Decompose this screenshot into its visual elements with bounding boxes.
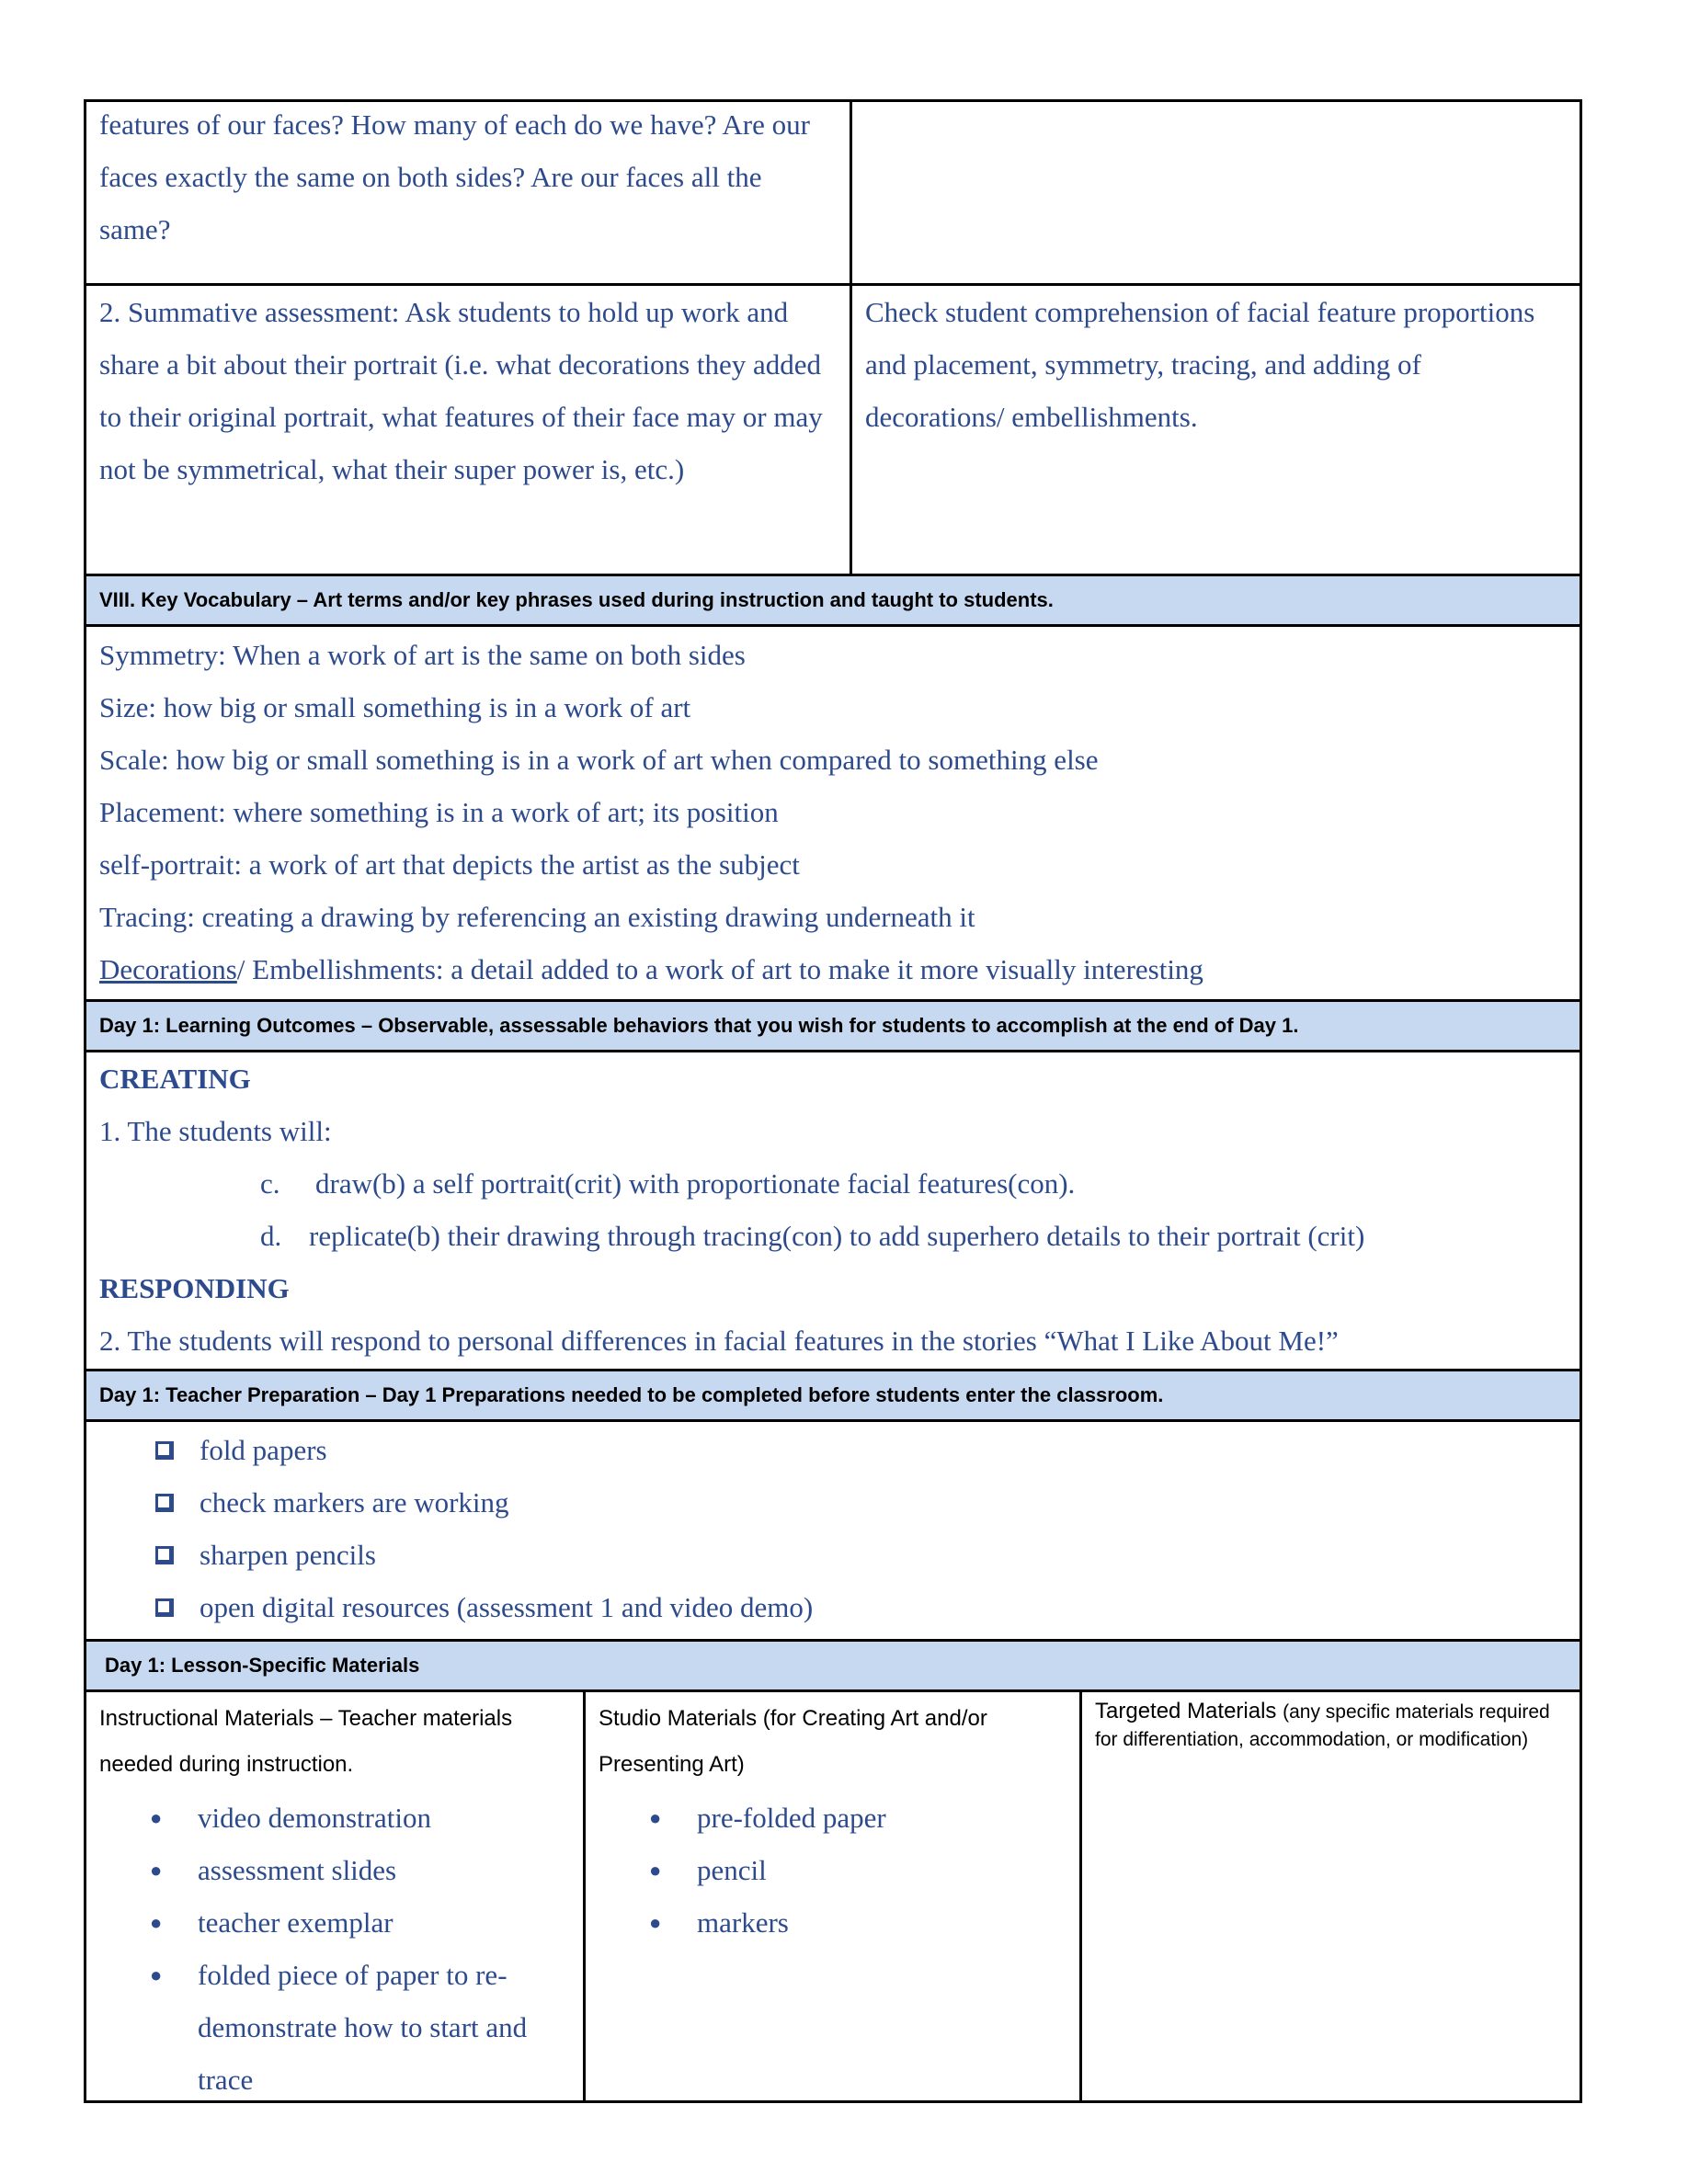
- title-line: Presenting Art): [599, 1752, 745, 1777]
- assessment-row-1: [86, 102, 1580, 286]
- checklist-item: [155, 1424, 1567, 1476]
- vocab-definition: / Embellishments: a detail added to a work of art to make it more visually interesting: [236, 953, 1203, 985]
- vocab-item: Placement: where something is in a work of art; its position: [99, 796, 779, 828]
- materials-header: Day 1: Lesson-Specific Materials: [86, 1642, 1580, 1689]
- creating-intro: 1. The students will:: [99, 1115, 332, 1147]
- outcome-letter: c.: [260, 1167, 280, 1200]
- outcome-item-c: [99, 1157, 1567, 1210]
- vocab-item: Scale: how big or small something is in a work of art when compared to something else: [99, 744, 1099, 776]
- materials-header-row: [86, 1642, 1580, 1692]
- studio-materials-column: [583, 1692, 1079, 2100]
- studio-materials-title: [599, 1692, 1066, 1788]
- summative-assessment-text: 2. Summative assessment: Ask students to hold up work and share a bit about their portrait (i.e. what decorations they added to their original portrait, what features of their face may or may not be symmetrical, what their super power is, etc.): [99, 296, 823, 485]
- assessment-row-1-right: [850, 102, 1580, 283]
- preparation-header-row: [86, 1371, 1580, 1422]
- vocab-item: Symmetry: When a work of art is the same on both sides: [99, 639, 746, 671]
- targeted-materials-title: [1095, 1692, 1567, 1753]
- outcome-text: draw(b) a self portrait(crit) with proportionate facial features(con).: [315, 1167, 1076, 1200]
- checklist-item-text: check markers are working: [200, 1486, 509, 1519]
- targeted-materials-column: [1079, 1692, 1580, 2100]
- checkbox-icon: [155, 1494, 174, 1512]
- outcomes-header-row: [86, 1002, 1580, 1052]
- outcome-item-d: [99, 1210, 1567, 1262]
- assessment-criteria-text: Check student comprehension of facial feature proportions and placement, symmetry, tracing, and adding of decorations/ embellishments.: [850, 286, 1580, 574]
- instructional-materials-column: [86, 1692, 583, 2100]
- vocabulary-header: VIII. Key Vocabulary – Art terms and/or key phrases used during instruction and taught to students.: [86, 576, 1580, 624]
- lesson-plan-document: [84, 99, 1582, 2103]
- preparation-checklist: [86, 1422, 1580, 1639]
- checkbox-icon: [155, 1441, 174, 1460]
- responding-heading: RESPONDING: [99, 1272, 290, 1304]
- responding-text: 2. The students will respond to personal differences in facial features in the stories “What I Like About Me!”: [99, 1325, 1339, 1357]
- outcomes-content-row: [86, 1052, 1580, 1371]
- targeted-title: Targeted Materials: [1095, 1699, 1277, 1723]
- list-item: ● folded piece of paper to re-demonstrate how to start and trace: [150, 1949, 570, 2106]
- vocab-item: Tracing: creating a drawing by referencing an existing drawing underneath it: [99, 901, 975, 933]
- list-item: ● pre-folded paper: [649, 1792, 1066, 1844]
- list-item: ● assessment slides: [150, 1844, 570, 1896]
- list-item: ● video demonstration: [150, 1792, 570, 1844]
- assessment-row-2: [86, 286, 1580, 576]
- vocab-item: Size: how big or small something is in a work of art: [99, 691, 691, 723]
- outcomes-content: [86, 1052, 1580, 1369]
- checklist-item-text: open digital resources (assessment 1 and video demo): [200, 1591, 814, 1623]
- preparation-header: Day 1: Teacher Preparation – Day 1 Preparations needed to be completed before students enter the classroom.: [86, 1371, 1580, 1419]
- outcome-text: replicate(b) their drawing through tracing(con) to add superhero details to their portrait (crit): [309, 1220, 1365, 1252]
- preparation-list-row: [86, 1422, 1580, 1642]
- title-line: needed during instruction.: [99, 1752, 354, 1777]
- vocabulary-list-row: [86, 627, 1580, 1002]
- checkbox-icon: [155, 1546, 174, 1564]
- vocab-term-decorations: Decorations: [99, 953, 237, 985]
- list-item: ● pencil: [649, 1844, 1066, 1896]
- assessment-row-1-left: features of our faces? How many of each do we have? Are our faces exactly the same on both sides? Are our faces all the same?: [99, 108, 810, 245]
- instructional-materials-list: [99, 1792, 570, 2106]
- vocab-item: self-portrait: a work of art that depicts the artist as the subject: [99, 848, 800, 881]
- studio-materials-list: [599, 1792, 1066, 1949]
- list-item: ● teacher exemplar: [150, 1896, 570, 1949]
- instructional-materials-title: [99, 1692, 570, 1788]
- outcome-letter: d.: [260, 1220, 282, 1252]
- checklist-item-text: sharpen pencils: [200, 1539, 376, 1571]
- creating-heading: CREATING: [99, 1063, 251, 1095]
- list-item: ● markers: [649, 1896, 1066, 1949]
- outcomes-header: Day 1: Learning Outcomes – Observable, assessable behaviors that you wish for students to accomplish at the end of Day 1.: [86, 1002, 1580, 1050]
- vocabulary-list: [86, 627, 1580, 999]
- title-line: Instructional Materials – Teacher materials: [99, 1706, 513, 1731]
- vocabulary-header-row: [86, 576, 1580, 627]
- checklist-item: [155, 1581, 1567, 1633]
- targeted-note: (any specific materials required for differentiation, accommodation, or modification): [1095, 1701, 1550, 1750]
- checkbox-icon: [155, 1598, 174, 1617]
- vocab-item: [99, 943, 1567, 995]
- title-line: Studio Materials (for Creating Art and/or: [599, 1706, 987, 1731]
- checklist-item-text: fold papers: [200, 1434, 327, 1466]
- checklist-item: [155, 1529, 1567, 1581]
- checklist-item: [155, 1476, 1567, 1529]
- materials-columns-row: [86, 1692, 1580, 2100]
